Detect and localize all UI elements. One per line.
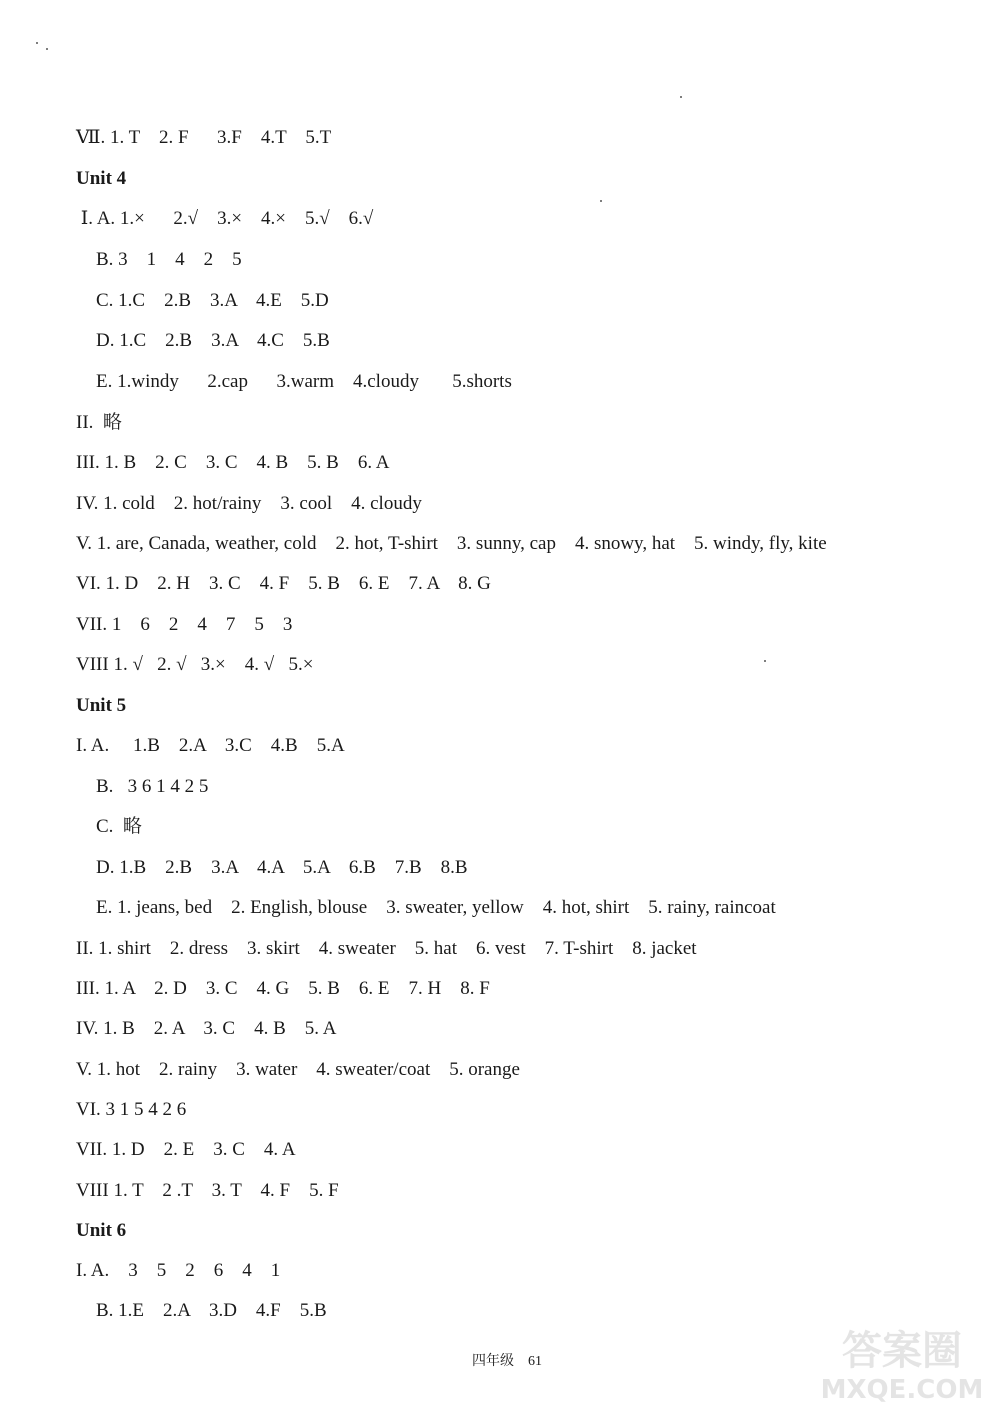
answer-line: II. 1. shirt 2. dress 3. skirt 4. sweater 5. hat 6. vest 7. T-shirt 8. jacket bbox=[76, 938, 697, 959]
scan-speck bbox=[600, 200, 602, 202]
answer-line: B. 3 1 4 2 5 bbox=[96, 249, 242, 270]
answer-line: IV. 1. cold 2. hot/rainy 3. cool 4. cloudy bbox=[76, 493, 422, 514]
answer-line: B. 1.E 2.A 3.D 4.F 5.B bbox=[96, 1300, 327, 1321]
answer-line: C. 1.C 2.B 3.A 4.E 5.D bbox=[96, 290, 329, 311]
watermark-bottom-text: MXQE.COM bbox=[820, 1375, 984, 1404]
footer-page-number: 61 bbox=[528, 1354, 542, 1369]
answer-line: E. 1.windy 2.cap 3.warm 4.cloudy 5.shorts bbox=[96, 371, 512, 392]
answer-line: VIII 1. √ 2. √ 3.× 4. √ 5.× bbox=[76, 654, 314, 675]
answer-line: I. A. 1.B 2.A 3.C 4.B 5.A bbox=[76, 735, 345, 756]
answer-line: D. 1.B 2.B 3.A 4.A 5.A 6.B 7.B 8.B bbox=[96, 857, 468, 878]
answer-line: VII. 1. D 2. E 3. C 4. A bbox=[76, 1139, 296, 1160]
answer-line: VI. 1. D 2. H 3. C 4. F 5. B 6. E 7. A 8. G bbox=[76, 573, 491, 594]
watermark-top-text: 答案圈 bbox=[842, 1328, 962, 1374]
answer-line: E. 1. jeans, bed 2. English, blouse 3. sweater, yellow 4. hot, shirt 5. rainy, raincoat bbox=[96, 897, 776, 918]
answer-line: V. 1. are, Canada, weather, cold 2. hot, T-shirt 3. sunny, cap 4. snowy, hat 5. windy, fly, kite bbox=[76, 533, 827, 554]
answer-line: C. 略 bbox=[96, 816, 142, 837]
answer-line: Ⅰ. A. 1.× 2.√ 3.× 4.× 5.√ 6.√ bbox=[76, 208, 374, 229]
scan-speck bbox=[680, 96, 682, 98]
scan-speck bbox=[764, 660, 766, 662]
answer-line: Ⅶ. 1. T 2. F 3.F 4.T 5.T bbox=[76, 127, 332, 148]
answer-line: B. 3 6 1 4 2 5 bbox=[96, 776, 209, 797]
answer-line: I. A. 3 5 2 6 4 1 bbox=[76, 1260, 281, 1281]
answer-line: IV. 1. B 2. A 3. C 4. B 5. A bbox=[76, 1018, 337, 1039]
unit-heading: Unit 4 bbox=[76, 168, 127, 189]
scan-speck bbox=[36, 42, 38, 44]
watermark-logo bbox=[812, 1322, 992, 1404]
unit-heading: Unit 6 bbox=[76, 1220, 127, 1241]
answer-line: VIII 1. T 2 .T 3. T 4. F 5. F bbox=[76, 1180, 339, 1201]
scan-speck bbox=[46, 48, 48, 50]
unit-heading: Unit 5 bbox=[76, 695, 127, 716]
footer-grade: 四年级 bbox=[472, 1354, 514, 1369]
answer-line: VII. 1 6 2 4 7 5 3 bbox=[76, 614, 293, 635]
answer-line: III. 1. B 2. C 3. C 4. B 5. B 6. A bbox=[76, 452, 390, 473]
answer-line: III. 1. A 2. D 3. C 4. G 5. B 6. E 7. H 8. F bbox=[76, 978, 490, 999]
answer-line: V. 1. hot 2. rainy 3. water 4. sweater/coat 5. orange bbox=[76, 1059, 520, 1080]
answer-line: D. 1.C 2.B 3.A 4.C 5.B bbox=[96, 330, 330, 351]
answer-line: VI. 3 1 5 4 2 6 bbox=[76, 1099, 187, 1120]
answer-line: II. 略 bbox=[76, 412, 122, 433]
